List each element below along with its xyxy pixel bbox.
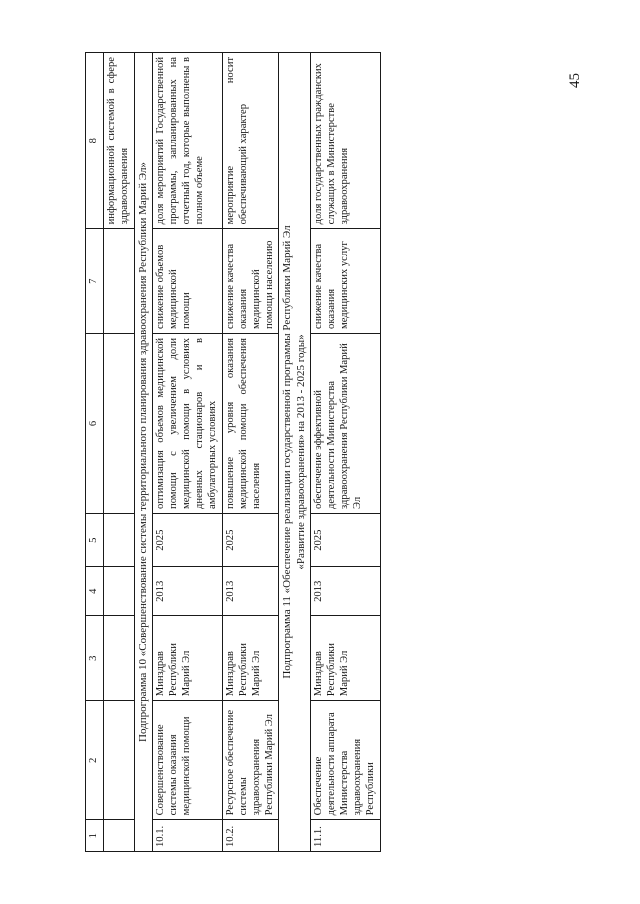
measure-name: Обеспечение деятельности аппарата Министерства здравоохранения Республики bbox=[311, 701, 381, 820]
subprogram-title-line: Подпрограмма 11 «Обеспечение реализации государственной программы Республики Марий Эл bbox=[281, 225, 294, 679]
table-cell bbox=[103, 616, 134, 701]
column-header: 6 bbox=[86, 333, 104, 513]
program-measures-table bbox=[85, 52, 381, 852]
measure-name: Ресурсное обеспечение системы здравоохранения Республики Марий Эл bbox=[222, 701, 279, 820]
rotated-landscape-sheet bbox=[85, 52, 545, 852]
measure-executor: Минздрав Республики Марий Эл bbox=[153, 616, 223, 701]
measure-number: 10.1. bbox=[153, 820, 223, 852]
subprogram-11-heading-row bbox=[279, 53, 311, 852]
table-row bbox=[311, 53, 381, 852]
measure-indicator-link: доля мероприятий Государственной программы, запланированных на отчетный год, которые выполнены в полном объеме bbox=[153, 53, 223, 229]
table-cell bbox=[103, 333, 134, 513]
measure-expected-result: оптимизация объемов медицинской помощи с увеличением доли медицинской помощи в условиях дневных стационаров и в амбулаторных условиях bbox=[153, 333, 223, 513]
measure-number: 10.2. bbox=[222, 820, 279, 852]
measure-name: Совершенствование системы оказания медицинской помощи bbox=[153, 701, 223, 820]
table-cell bbox=[103, 513, 134, 567]
column-number-row bbox=[86, 53, 104, 852]
measure-consequence: снижение качества оказания медицинской помощи населению bbox=[222, 229, 279, 334]
column-header: 2 bbox=[86, 701, 104, 820]
indicator-link-cell: информационной системой в сфере здравоохранения bbox=[103, 53, 134, 229]
measure-number: 11.1. bbox=[311, 820, 381, 852]
table-row bbox=[153, 53, 223, 852]
table-cell bbox=[103, 820, 134, 852]
column-header: 3 bbox=[86, 616, 104, 701]
column-header: 4 bbox=[86, 567, 104, 616]
measure-executor: Минздрав Республики Марий Эл bbox=[311, 616, 381, 701]
subprogram-10-heading-row bbox=[134, 53, 152, 852]
subprogram-title-line: «Развитие здравоохранения» на 2013 - 2025 годы» bbox=[294, 334, 307, 570]
column-header: 8 bbox=[86, 53, 104, 229]
table-cell bbox=[103, 229, 134, 334]
subprogram-title bbox=[279, 53, 311, 852]
measure-start-year: 2013 bbox=[311, 567, 381, 616]
measure-expected-result: повышение уровня оказания медицинской помощи обеспечения населения bbox=[222, 333, 279, 513]
measure-consequence: снижение объемов медицинской помощи bbox=[153, 229, 223, 334]
column-header: 1 bbox=[86, 820, 104, 852]
table-cell bbox=[103, 567, 134, 616]
measure-end-year: 2025 bbox=[153, 513, 223, 567]
measure-consequence: снижение качества оказания медицинских услуг bbox=[311, 229, 381, 334]
measure-start-year: 2013 bbox=[153, 567, 223, 616]
column-header: 7 bbox=[86, 229, 104, 334]
subprogram-title: Подпрограмма 10 «Совершенствование системы территориального планирования здравоохранения Республики Марий Эл» bbox=[134, 53, 152, 852]
measure-end-year: 2025 bbox=[311, 513, 381, 567]
measure-indicator-link: доля государственных гражданских служащих в Министерстве здравоохранения bbox=[311, 53, 381, 229]
table-row bbox=[222, 53, 279, 852]
table-cell bbox=[103, 701, 134, 820]
measure-executor: Минздрав Республики Марий Эл bbox=[222, 616, 279, 701]
continuation-row bbox=[103, 53, 134, 852]
measure-end-year: 2025 bbox=[222, 513, 279, 567]
measure-expected-result: обеспечение эффективной деятельности Министерства здравоохранения Республики Марий Эл bbox=[311, 333, 381, 513]
measure-start-year: 2013 bbox=[222, 567, 279, 616]
measure-indicator-link: мероприятие носит обеспечивающий характер bbox=[222, 53, 279, 229]
column-header: 5 bbox=[86, 513, 104, 567]
page-number: 45 bbox=[567, 73, 583, 88]
